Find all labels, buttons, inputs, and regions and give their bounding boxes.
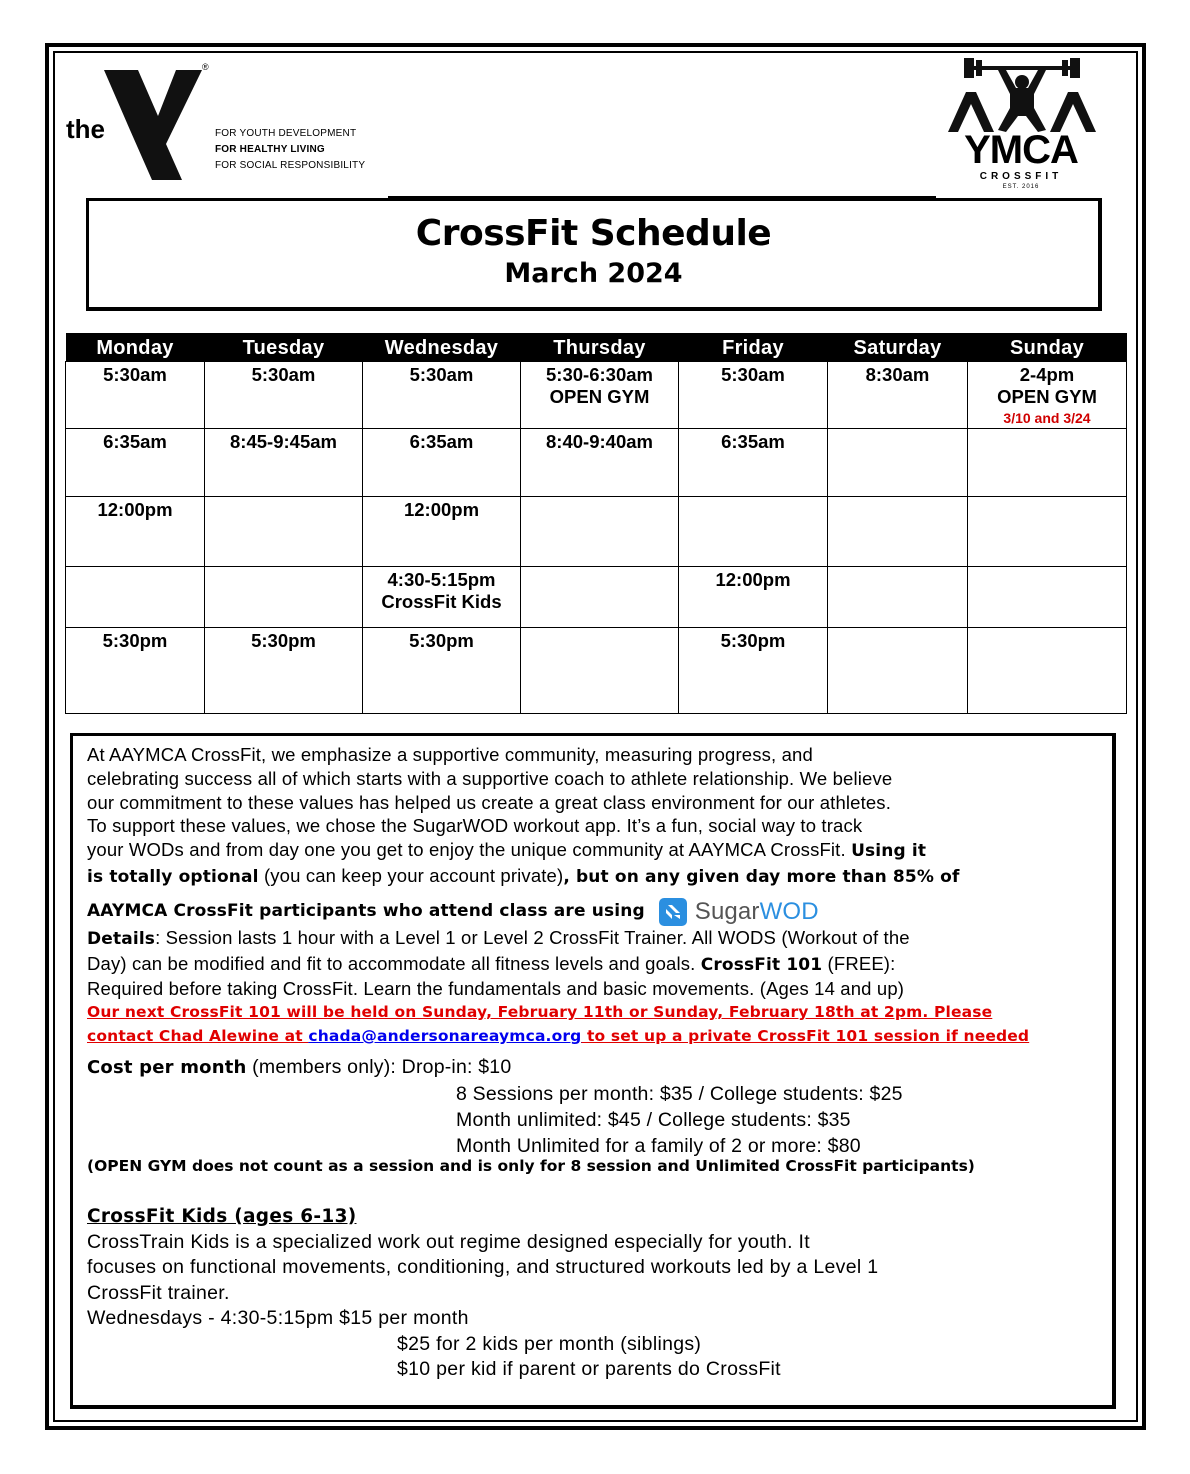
contact-text: to set up a private CrossFit 101 session if needed bbox=[581, 1026, 1030, 1045]
class-time: 5:30pm bbox=[409, 629, 474, 651]
cf101-contact bbox=[87, 1025, 1107, 1049]
class-time: 8:45-9:45am bbox=[230, 430, 337, 452]
intro-line: celebrating success all of which starts with a supportive coach to athlete relationship. We believe bbox=[87, 767, 893, 789]
weightlifter-icon bbox=[942, 58, 1102, 138]
schedule-cell bbox=[66, 361, 205, 428]
intro-line: At AAYMCA CrossFit, we emphasize a supportive community, measuring progress, and bbox=[87, 744, 813, 765]
day-header: Thursday bbox=[521, 333, 679, 361]
kids-section bbox=[87, 1204, 1107, 1383]
y-mark-icon bbox=[100, 64, 210, 182]
class-time: 4:30-5:15pm bbox=[387, 568, 496, 590]
intro-bold: Using it bbox=[851, 841, 927, 862]
schedule-cell bbox=[521, 496, 679, 566]
intro-line: our commitment to these values has helped us create a great class environment for our athletes. bbox=[87, 791, 891, 813]
schedule-cell bbox=[968, 627, 1127, 713]
kids-price: $15 per month bbox=[339, 1307, 469, 1329]
schedule-cell bbox=[679, 566, 828, 627]
schedule-cell bbox=[968, 361, 1127, 428]
day-header: Wednesday bbox=[363, 333, 521, 361]
kids-price: $25 for 2 kids per month (siblings) bbox=[397, 1332, 702, 1355]
kids-desc-line: CrossTrain Kids is a specialized work out regime designed especially for youth. It bbox=[87, 1230, 810, 1253]
title-box bbox=[86, 198, 1102, 311]
sugarwod-wod: WOD bbox=[759, 897, 819, 925]
schedule-row bbox=[66, 496, 1127, 566]
intro-text: (you can keep your account private) bbox=[258, 864, 564, 886]
schedule-cell bbox=[363, 428, 521, 496]
open-gym-note: (OPEN GYM does not count as a session and is only for 8 session and Unlimited CrossFit participants) bbox=[87, 1157, 975, 1175]
class-time: 5:30-6:30am bbox=[546, 363, 653, 385]
page-title: CrossFit Schedule bbox=[415, 213, 772, 254]
day-header: Saturday bbox=[828, 333, 968, 361]
ymca-logo bbox=[62, 62, 382, 182]
intro-bold: , but on any given day more than 85% of bbox=[563, 866, 960, 887]
cost-option: 8 Sessions per month: $35 / College students: $25 bbox=[456, 1083, 903, 1105]
contact-email-link[interactable]: chada@andersonareaymca.org bbox=[308, 1026, 582, 1045]
class-time: 6:35am bbox=[103, 430, 167, 452]
schedule-header-row bbox=[66, 333, 1127, 361]
details-line bbox=[87, 952, 1107, 978]
class-time: 6:35am bbox=[409, 430, 474, 452]
schedule-cell bbox=[828, 566, 968, 627]
details-text: Day) can be modified and fit to accommodate all fitness levels and goals. bbox=[87, 952, 701, 974]
info-intro bbox=[87, 743, 1107, 1049]
details-line bbox=[87, 926, 1107, 952]
kids-schedule: Wednesdays - 4:30-5:15pm bbox=[87, 1307, 340, 1329]
day-header: Tuesday bbox=[205, 333, 363, 361]
class-time: 12:00pm bbox=[715, 568, 791, 590]
day-header: Friday bbox=[679, 333, 828, 361]
cost-option: Month unlimited: $45 / College students: $35 bbox=[456, 1109, 851, 1131]
kids-heading: CrossFit Kids (ages 6-13) bbox=[87, 1206, 357, 1227]
class-time: 5:30am bbox=[721, 363, 785, 385]
schedule-cell bbox=[968, 496, 1127, 566]
intro-line bbox=[87, 898, 1107, 926]
schedule-table bbox=[65, 333, 1127, 714]
class-type: CrossFit Kids bbox=[381, 590, 502, 612]
cf101-next-session: Our next CrossFit 101 will be held on Sunday, February 11th or Sunday, February 18th at 2pm. Please bbox=[87, 1003, 993, 1022]
cf101-label: CrossFit 101 bbox=[700, 954, 823, 975]
crossfit-logo-sub: CROSSFIT bbox=[979, 171, 1063, 182]
day-header: Monday bbox=[66, 333, 205, 361]
schedule-cell bbox=[363, 496, 521, 566]
intro-line bbox=[87, 838, 1107, 864]
class-time: 8:40-9:40am bbox=[546, 430, 653, 452]
cost-qualifier: (members only): bbox=[246, 1056, 402, 1078]
schedule-cell bbox=[205, 627, 363, 713]
registered-mark: ® bbox=[202, 62, 209, 72]
ymca-tagline-2: FOR HEALTHY LIVING bbox=[215, 144, 325, 155]
schedule-cell bbox=[521, 361, 679, 428]
cost-line bbox=[87, 1054, 903, 1081]
cf101-text: (FREE): bbox=[822, 952, 896, 974]
ymca-tagline-1: FOR YOUTH DEVELOPMENT bbox=[215, 128, 357, 139]
schedule-cell bbox=[828, 496, 968, 566]
class-time: 8:30am bbox=[865, 363, 930, 385]
schedule-row bbox=[66, 566, 1127, 627]
cost-option: Month Unlimited for a family of 2 or more: $80 bbox=[456, 1135, 861, 1157]
class-time: 2-4pm bbox=[1019, 363, 1075, 385]
schedule-row bbox=[66, 361, 1127, 428]
sugarwod-sugar: Sugar bbox=[694, 897, 760, 925]
class-type: OPEN GYM bbox=[997, 385, 1097, 407]
class-time: 12:00pm bbox=[403, 498, 480, 520]
kids-desc-line: focuses on functional movements, conditioning, and structured workouts led by a Level 1 bbox=[87, 1256, 879, 1278]
schedule-cell bbox=[205, 361, 363, 428]
contact-text: contact Chad Alewine at bbox=[87, 1026, 309, 1045]
schedule-row bbox=[66, 428, 1127, 496]
ymca-logo-the: the bbox=[66, 114, 105, 144]
details-text: : Session lasts 1 hour with a Level 1 or Level 2 CrossFit Trainer. All WODS (Workout of the bbox=[155, 926, 910, 948]
cost-option: Drop-in: $10 bbox=[401, 1056, 512, 1078]
class-time: 5:30am bbox=[251, 363, 316, 385]
schedule-cell bbox=[205, 566, 363, 627]
schedule-cell bbox=[679, 428, 828, 496]
schedule-cell bbox=[828, 627, 968, 713]
schedule-cell bbox=[828, 428, 968, 496]
class-time: 5:30pm bbox=[251, 629, 316, 651]
sugarwod-logo bbox=[659, 898, 819, 926]
schedule-cell bbox=[521, 627, 679, 713]
class-time: 5:30pm bbox=[102, 629, 168, 651]
crossfit-logo-name: YMCA bbox=[964, 128, 1078, 172]
class-type: OPEN GYM bbox=[549, 385, 650, 407]
schedule-cell bbox=[521, 428, 679, 496]
kids-price-line bbox=[87, 1306, 1107, 1332]
kids-price: $10 per kid if parent or parents do CrossFit bbox=[397, 1358, 781, 1380]
schedule-cell bbox=[968, 428, 1127, 496]
cost-section bbox=[87, 1054, 903, 1159]
schedule-cell bbox=[205, 496, 363, 566]
intro-line bbox=[87, 864, 1107, 890]
page-subtitle: March 2024 bbox=[504, 258, 683, 289]
intro-text: your WODs and from day one you get to enjoy the unique community at AAYMCA CrossFit. bbox=[87, 839, 852, 861]
details-line: Required before taking CrossFit. Learn the fundamentals and basic movements. (Ages 14 and up) bbox=[87, 978, 905, 1000]
intro-bold: is totally optional bbox=[87, 866, 259, 887]
crossfit-logo-est: EST. 2016 bbox=[1002, 184, 1040, 190]
kids-desc-line: CrossFit trainer. bbox=[87, 1281, 230, 1304]
schedule-cell bbox=[363, 627, 521, 713]
intro-bold: AAYMCA CrossFit participants who attend class are using bbox=[87, 900, 645, 921]
sugarwod-icon bbox=[659, 898, 687, 926]
schedule-cell bbox=[968, 566, 1127, 627]
schedule-cell bbox=[363, 361, 521, 428]
ymca-crossfit-logo bbox=[942, 58, 1102, 192]
schedule-cell bbox=[205, 428, 363, 496]
ymca-tagline-3: FOR SOCIAL RESPONSIBILITY bbox=[215, 160, 366, 171]
schedule-row bbox=[66, 627, 1127, 713]
schedule-cell bbox=[521, 566, 679, 627]
schedule-cell bbox=[363, 566, 521, 627]
schedule-cell bbox=[679, 496, 828, 566]
schedule-cell bbox=[66, 496, 205, 566]
details-label: Details bbox=[87, 928, 156, 949]
class-time: 12:00pm bbox=[97, 498, 173, 520]
intro-line: To support these values, we chose the SugarWOD workout app. It’s a fun, social way to track bbox=[87, 815, 863, 837]
schedule-cell bbox=[679, 627, 828, 713]
schedule-cell bbox=[66, 566, 205, 627]
schedule-cell bbox=[828, 361, 968, 428]
schedule-cell bbox=[679, 361, 828, 428]
class-time: 6:35am bbox=[721, 430, 785, 452]
cost-label: Cost per month bbox=[87, 1057, 247, 1078]
class-time: 5:30am bbox=[103, 363, 167, 385]
class-time: 5:30pm bbox=[720, 629, 786, 651]
schedule-cell bbox=[66, 428, 205, 496]
class-note: 3/10 and 3/24 bbox=[1003, 409, 1091, 426]
class-time: 5:30am bbox=[409, 363, 474, 385]
schedule-cell bbox=[66, 627, 205, 713]
day-header: Sunday bbox=[968, 333, 1127, 361]
